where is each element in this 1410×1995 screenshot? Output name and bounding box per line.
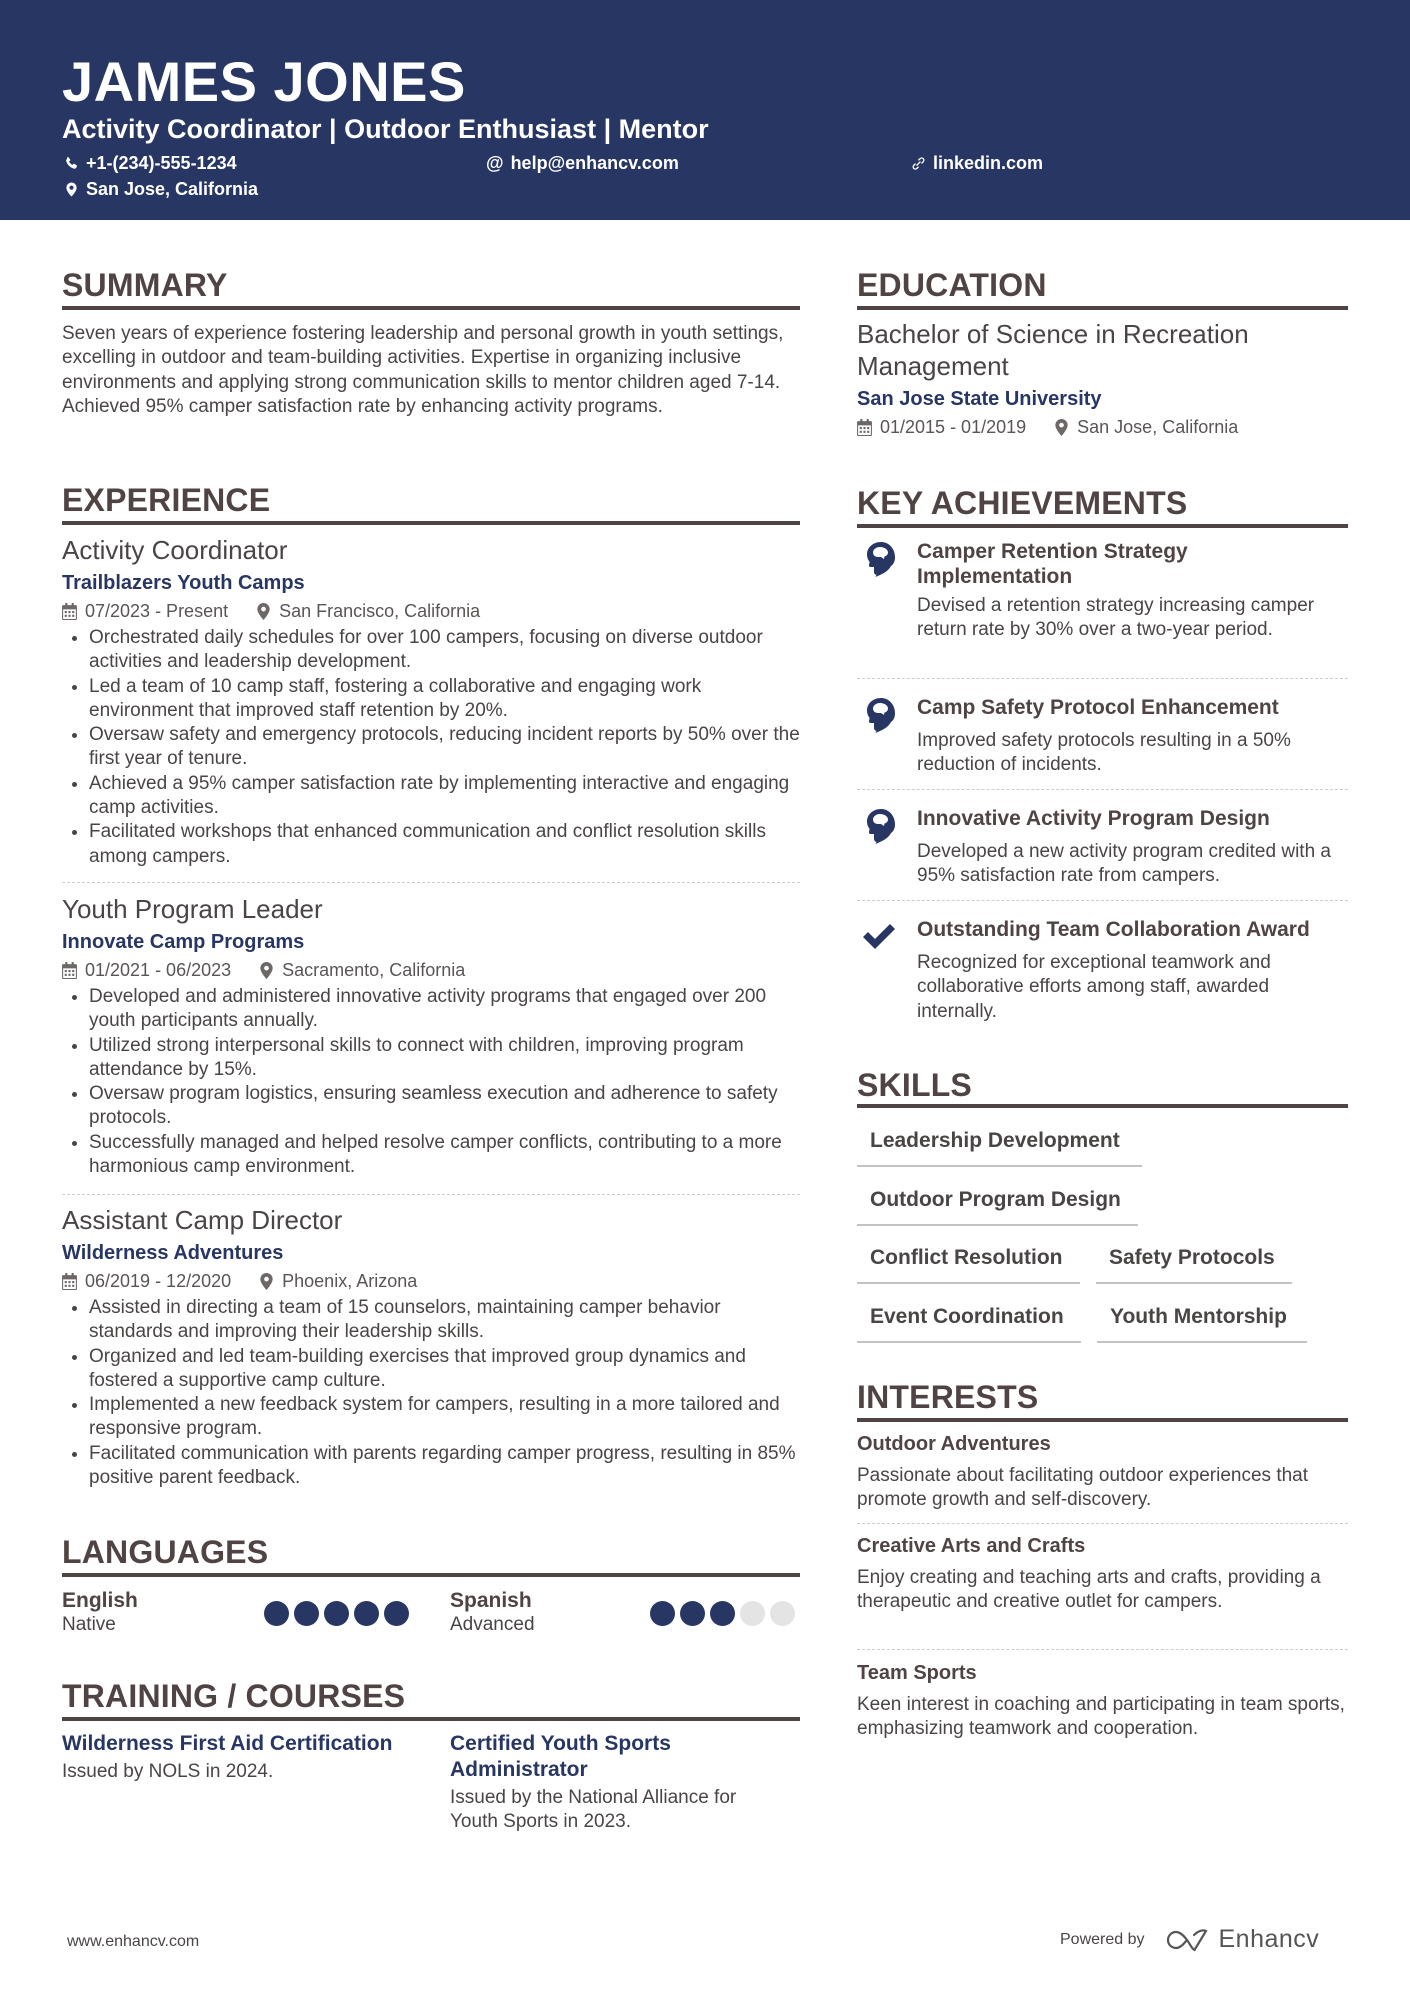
job-dates: 06/2019 - 12/2020	[62, 1269, 231, 1293]
bullet-item: Developed and administered innovative activity programs that engaged over 200 youth participants annually.	[62, 985, 800, 1034]
calendar-icon	[62, 962, 77, 979]
bullet-item: Orchestrated daily schedules for over 100 campers, focusing on diverse outdoor activities and leadership development.	[62, 626, 800, 675]
language-rating	[264, 1601, 409, 1626]
achievement-item	[857, 695, 1348, 778]
contact-linkedin[interactable]	[911, 152, 1043, 174]
language-entry-spanish	[450, 1589, 800, 1637]
achievement-title: Innovative Activity Program Design	[917, 807, 1270, 830]
achievement-item	[857, 539, 1348, 643]
rating-dot-filled	[294, 1601, 319, 1626]
achievement-description: Improved safety protocols resulting in a 50% reduction of incidents.	[917, 730, 1291, 776]
languages-heading: LANGUAGES	[62, 1534, 269, 1570]
rating-dot-filled	[354, 1601, 379, 1626]
section-divider	[62, 306, 800, 310]
course-description: Issued by NOLS in 2024.	[62, 1761, 274, 1782]
achievement-description: Recognized for exceptional teamwork and collaborative efforts among staff, awarded internally.	[917, 952, 1271, 1022]
interest-item	[857, 1534, 1348, 1615]
education-meta	[857, 415, 1348, 439]
entry-separator	[857, 900, 1348, 901]
achievement-title: Camp Safety Protocol Enhancement	[917, 696, 1279, 719]
bullet-item: Organized and led team-building exercises that improved group dynamics and fostered a supportive camp culture.	[62, 1345, 800, 1394]
enhancv-logo-text: Enhancv	[1218, 1925, 1320, 1953]
bullet-item: Successfully managed and helped resolve camper conflicts, contributing to a more harmonious camp environment.	[62, 1131, 800, 1180]
link-icon	[911, 156, 926, 171]
rating-dot-empty	[740, 1601, 765, 1626]
experience-entry	[62, 534, 800, 869]
education-entry	[857, 318, 1348, 439]
language-name: Spanish	[450, 1589, 532, 1612]
skill-tag: Safety Protocols	[1096, 1245, 1292, 1284]
phone-number: +1-(234)-555-1234	[86, 153, 237, 173]
rating-dot-filled	[324, 1601, 349, 1626]
achievement-title: Camper Retention Strategy Implementation	[917, 540, 1188, 588]
bullet-item: Implemented a new feedback system for campers, resulting in a more tailored and responsive program.	[62, 1393, 800, 1442]
head-brain-icon	[865, 697, 897, 733]
bullet-item: Facilitated communication with parents regarding camper progress, resulting in 85% positive parent feedback.	[62, 1442, 800, 1491]
footer-website-link[interactable]: www.enhancv.com	[67, 1933, 200, 1950]
location-pin-icon	[1054, 419, 1069, 436]
location-text: San Jose, California	[86, 179, 259, 199]
entry-separator	[62, 1194, 800, 1195]
course-title: Certified Youth Sports Administrator	[450, 1732, 671, 1781]
education-location: San Jose, California	[1054, 415, 1238, 439]
section-divider	[857, 306, 1348, 310]
bullet-item: Oversaw safety and emergency protocols, reducing incident reports by 50% over the first year of tenure.	[62, 723, 800, 772]
entry-separator	[62, 882, 800, 883]
entry-separator	[857, 1649, 1348, 1650]
education-dates: 01/2015 - 01/2019	[857, 415, 1026, 439]
summary-heading: SUMMARY	[62, 267, 228, 303]
skills-heading: SKILLS	[857, 1067, 972, 1103]
job-bullets	[62, 1296, 800, 1490]
entry-separator	[857, 678, 1348, 679]
achievements-heading: KEY ACHIEVEMENTS	[857, 485, 1188, 521]
experience-entry	[62, 893, 800, 1179]
interest-description: Passionate about facilitating outdoor experiences that promote growth and self-discovery.	[857, 1465, 1309, 1511]
contact-email[interactable]	[486, 152, 679, 174]
experience-entry	[62, 1204, 800, 1490]
powered-by-label: Powered by	[1060, 1930, 1145, 1948]
school-name: San Jose State University	[857, 388, 1102, 410]
interest-item	[857, 1432, 1348, 1513]
achievement-description: Devised a retention strategy increasing camper return rate by 30% over a two-year period.	[917, 595, 1315, 641]
entry-separator	[857, 789, 1348, 790]
training-heading: TRAINING / COURSES	[62, 1678, 406, 1714]
section-divider	[62, 521, 800, 525]
skill-tag: Event Coordination	[857, 1304, 1081, 1343]
email-address: help@enhancv.com	[510, 153, 679, 173]
achievement-title: Outstanding Team Collaboration Award	[917, 918, 1310, 941]
interest-description: Keen interest in coaching and participating in team sports, emphasizing teamwork and cooperation.	[857, 1694, 1345, 1740]
job-meta	[62, 599, 800, 623]
location-pin-icon	[256, 603, 271, 620]
candidate-headline: Activity Coordinator | Outdoor Enthusiast | Mentor	[62, 114, 709, 144]
company-name: Innovate Camp Programs	[62, 931, 305, 953]
location-pin-icon	[259, 962, 274, 979]
job-location: San Francisco, California	[256, 599, 480, 623]
skill-tag: Leadership Development	[857, 1128, 1142, 1167]
section-divider	[62, 1717, 800, 1721]
rating-dot-empty	[770, 1601, 795, 1626]
interest-description: Enjoy creating and teaching arts and crafts, providing a therapeutic and creative outlet for campers.	[857, 1567, 1321, 1613]
head-brain-icon	[865, 808, 897, 844]
resume-header	[0, 0, 1410, 220]
interest-title: Outdoor Adventures	[857, 1433, 1051, 1455]
phone-icon	[64, 156, 79, 171]
course-entry	[62, 1731, 422, 1784]
section-divider	[857, 1418, 1348, 1422]
job-location: Phoenix, Arizona	[259, 1269, 417, 1293]
job-title: Activity Coordinator	[62, 535, 288, 565]
language-level: Native	[62, 1614, 116, 1635]
job-meta	[62, 958, 800, 982]
course-description: Issued by the National Alliance for Youth Sports in 2023.	[450, 1787, 737, 1833]
location-pin-icon	[64, 182, 79, 197]
rating-dot-filled	[264, 1601, 289, 1626]
bullet-item: Facilitated workshops that enhanced communication and conflict resolution skills among campers.	[62, 820, 800, 869]
interests-heading: INTERESTS	[857, 1379, 1039, 1415]
rating-dot-filled	[384, 1601, 409, 1626]
degree-title: Bachelor of Science in Recreation Management	[857, 319, 1249, 381]
job-dates: 07/2023 - Present	[62, 599, 228, 623]
skill-tag: Outdoor Program Design	[857, 1187, 1138, 1226]
bullet-item: Led a team of 10 camp staff, fostering a collaborative and engaging work environment that improved staff retention by 20%.	[62, 675, 800, 724]
enhancv-logo-icon	[1163, 1927, 1209, 1953]
enhancv-logo[interactable]	[1163, 1925, 1320, 1954]
job-dates: 01/2021 - 06/2023	[62, 958, 231, 982]
language-level: Advanced	[450, 1614, 535, 1635]
head-brain-icon	[865, 541, 897, 577]
summary-text: Seven years of experience fostering leadership and personal growth in youth settings, excelling in outdoor and team-building activities. Expertise in organizing inclusive environments and applying strong communication skills to mentor children aged 7-14. Achieved 95% camper satisfaction rate by enhancing activity programs.	[62, 323, 784, 417]
achievement-item	[857, 806, 1348, 889]
rating-dot-filled	[710, 1601, 735, 1626]
skill-tag: Youth Mentorship	[1097, 1304, 1307, 1343]
calendar-icon	[857, 419, 872, 436]
bullet-item: Assisted in directing a team of 15 counselors, maintaining camper behavior standards and improving their leadership skills.	[62, 1296, 800, 1345]
checkmark-icon	[861, 921, 897, 951]
education-heading: EDUCATION	[857, 267, 1047, 303]
bullet-item: Utilized strong interpersonal skills to connect with children, improving program attendance by 15%.	[62, 1034, 800, 1083]
contact-phone[interactable]	[64, 152, 237, 174]
linkedin-url: linkedin.com	[933, 153, 1044, 173]
rating-dot-filled	[680, 1601, 705, 1626]
language-name: English	[62, 1589, 138, 1612]
interest-item	[857, 1661, 1348, 1742]
experience-heading: EXPERIENCE	[62, 482, 271, 518]
job-bullets	[62, 985, 800, 1179]
section-divider	[857, 524, 1348, 528]
job-bullets	[62, 626, 800, 869]
achievement-item	[857, 917, 1348, 1024]
section-divider	[62, 1573, 800, 1577]
interest-title: Creative Arts and Crafts	[857, 1535, 1086, 1557]
calendar-icon	[62, 1273, 77, 1290]
job-title: Assistant Camp Director	[62, 1205, 343, 1235]
footer-branding	[1060, 1925, 1319, 1954]
at-icon: @	[486, 153, 504, 173]
job-meta	[62, 1269, 800, 1293]
skill-tag: Conflict Resolution	[857, 1245, 1080, 1284]
contact-location	[64, 178, 258, 200]
rating-dot-filled	[650, 1601, 675, 1626]
location-pin-icon	[259, 1273, 274, 1290]
language-rating	[650, 1601, 795, 1626]
bullet-item: Oversaw program logistics, ensuring seamless execution and adherence to safety protocols.	[62, 1082, 800, 1131]
course-title: Wilderness First Aid Certification	[62, 1732, 393, 1755]
job-location: Sacramento, California	[259, 958, 465, 982]
calendar-icon	[62, 603, 77, 620]
company-name: Wilderness Adventures	[62, 1242, 284, 1264]
company-name: Trailblazers Youth Camps	[62, 572, 305, 594]
language-entry-english	[62, 1589, 432, 1637]
entry-separator	[857, 1523, 1348, 1524]
job-title: Youth Program Leader	[62, 894, 323, 924]
bullet-item: Achieved a 95% camper satisfaction rate by implementing interactive and engaging camp activities.	[62, 772, 800, 821]
achievement-description: Developed a new activity program credited with a 95% satisfaction rate from campers.	[917, 841, 1331, 887]
candidate-name: JAMES JONES	[62, 50, 466, 113]
course-entry	[450, 1731, 780, 1835]
section-divider	[857, 1104, 1348, 1108]
interest-title: Team Sports	[857, 1662, 977, 1684]
